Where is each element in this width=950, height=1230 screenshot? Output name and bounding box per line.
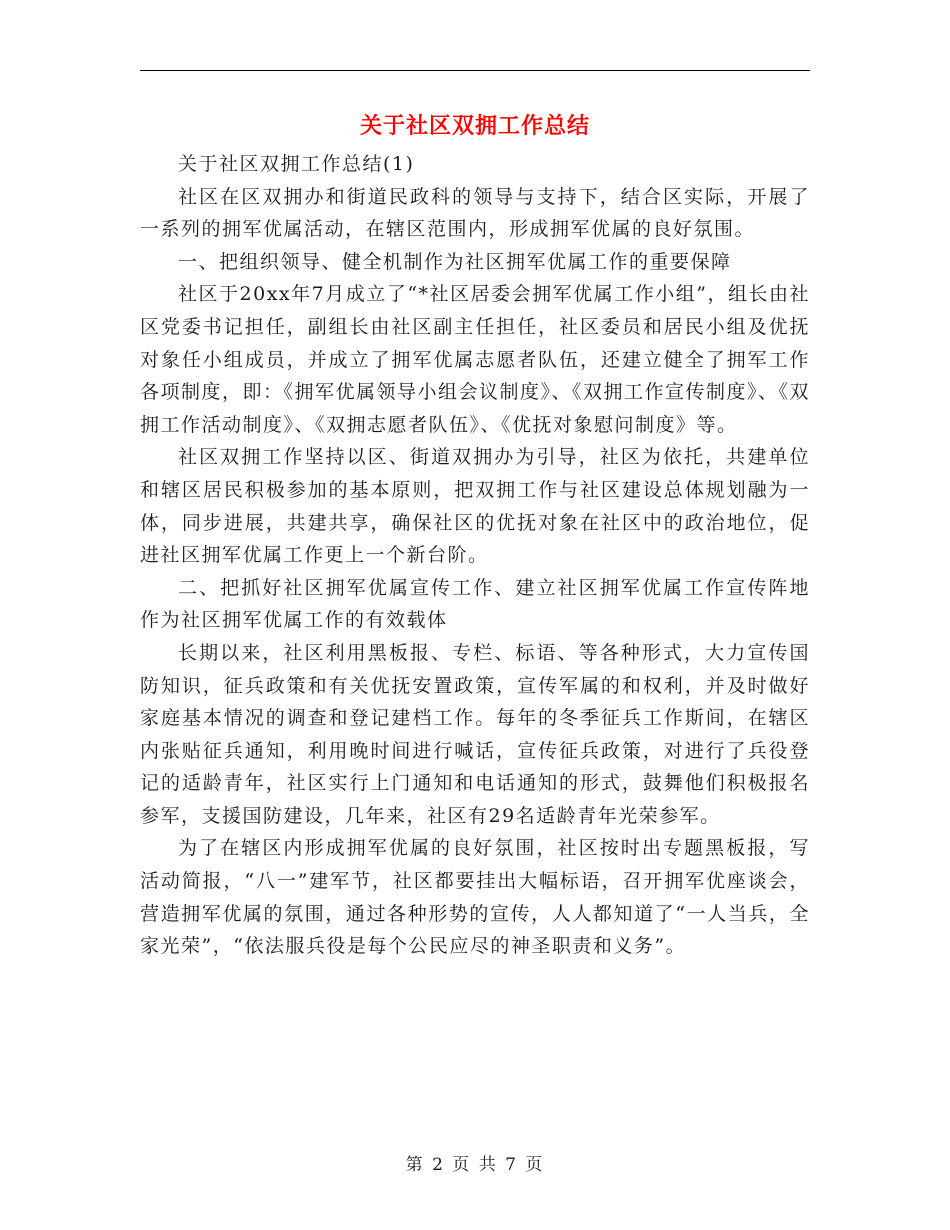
paragraph-intro: 社区在区双拥办和街道民政科的领导与支持下，结合区实际，开展了一系列的拥军优属活动，在辖区范围内，形成拥军优属的良好氛围。 <box>140 185 810 241</box>
section-heading-2: 二、把抓好社区拥军优属宣传工作、建立社区拥军优属工作宣传阵地作为社区拥军优属工作的有效载体 <box>140 576 810 632</box>
paragraph-organization: 社区于20xx年7月成立了“*社区居委会拥军优属工作小组”，组长由社区党委书记担任，副组长由社区副主任担任，社区委员和居民小组及优抚对象任小组成员，并成立了拥军优属志愿者队伍，还建立健全了拥军工作各项制度，即：《拥军优属领导小组会议制度》、《双拥工作宣传制度》、《双拥工作活动制度》、《双拥志愿者队伍》、《优抚对象慰问制度》等。 <box>140 283 811 436</box>
paragraph-principles: 社区双拥工作坚持以区、街道双拥办为引导，社区为依托，共建单位和辖区居民积极参加的基本原则，把双拥工作与社区建设总体规划融为一体，同步进展，共建共享，确保社区的优抚对象在社区中的政治地位，促进社区拥军优属工作更上一个新台阶。 <box>140 446 810 567</box>
section-heading-1: 一、把组织领导、健全机制作为社区拥军优属工作的重要保障 <box>178 250 732 273</box>
paragraph-subtitle: 关于社区双拥工作总结(1) <box>178 153 415 175</box>
paragraph-atmosphere: 为了在辖区内形成拥军优属的良好氛围，社区按时出专题黑板报，写活动简报，“八一”建军节，社区都要挂出大幅标语，召开拥军优座谈会，营造拥军优属的氛围，通过各种形势的宣传，人人都知道了“一人当兵，全家光荣”，“依法服兵役是每个公民应尽的神圣职责和义务”。 <box>140 837 810 958</box>
page-number-footer: 第 2 页 共 7 页 <box>405 1155 545 1175</box>
document-body <box>140 148 810 963</box>
paragraph-publicity: 长期以来，社区利用黑板报、专栏、标语、等各种形式，大力宣传国防知识，征兵政策和有关优抚安置政策，宣传军属的和权利，并及时做好家庭基本情况的调查和登记建档工作。每年的冬季征兵工作斯间，在辖区内张贴征兵通知，利用晚时间进行喊话，宣传征兵政策，对进行了兵役登记的适龄青年，社区实行上门通知和电话通知的形式，鼓舞他们积极报名参军，支援国防建设，几年来，社区有29名适龄青年光荣参军。 <box>140 641 810 827</box>
header-rule <box>140 70 810 71</box>
document-title: 关于社区双拥工作总结 <box>359 113 590 139</box>
